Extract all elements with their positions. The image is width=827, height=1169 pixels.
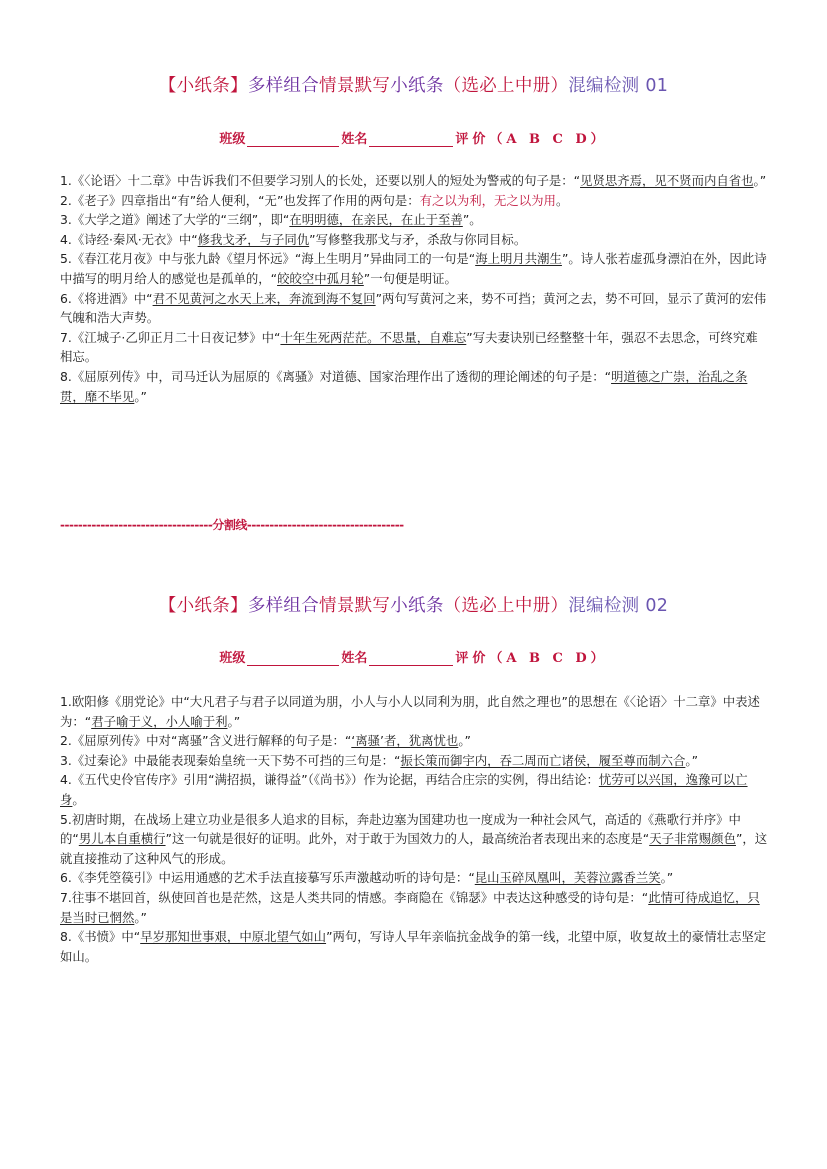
question-item: 6.《李凭箜篌引》中运用通感的艺术手法直接摹写乐声激越动听的诗句是：“昆山玉碎凤凰叫，芙蓉泣露香兰笑。”	[60, 870, 674, 886]
name-blank[interactable]	[369, 132, 453, 147]
sheet-title	[0, 592, 827, 617]
answer-text: 十年生死两茫茫。不思量，自难忘	[280, 329, 467, 345]
title-bracket-close: 】	[230, 76, 248, 96]
title-bracket-open: 【	[158, 76, 177, 96]
question-item: 4.《诗经·秦风·无衣》中“修我戈矛，与子同仇”写修整我那戈与矛，杀敌与你同目标。	[60, 231, 527, 247]
title-bracket-open: 【	[158, 596, 177, 616]
answer-text: 男儿本自重横行	[78, 831, 166, 847]
question-item: 5.《春江花月夜》中与张九龄《望月怀远》“海上生明月”异曲同工的一句是“海上明月共潮生”。诗人张若虚孤身漂泊在外，因此诗中描写的明月给人的感觉也是孤单的，“皎皎空中孤月轮”一句便是明证。	[60, 251, 767, 286]
answer-text: 君子喻于义，小人喻于利	[91, 713, 228, 729]
question-list	[60, 171, 770, 406]
answer-text: 昆山玉碎凤凰叫，芙蓉泣露香兰笑	[474, 870, 661, 886]
grade-label: 评价（A B C D）	[455, 132, 608, 147]
answer-text: 在明明德，在亲民，在止于至善	[289, 212, 463, 228]
class-label: 班级	[219, 132, 246, 147]
question-item: 6.《将进酒》中“君不见黄河之水天上来，奔流到海不复回”两句写黄河之来，势不可挡；黄河之去，势不可回，显示了黄河的宏伟气魄和浩大声势。	[60, 290, 767, 326]
question-item: 7.《江城子·乙卯正月二十日夜记梦》中“十年生死两茫茫。不思量，自难忘”写夫妻诀别已经整整十年，强忍不去思念，可终究难相忘。	[60, 329, 758, 365]
answer-text: ‘离骚’者，犹离忧也	[351, 733, 459, 749]
divider-line: ----------------------------------分割线-----------------------------------	[60, 518, 404, 532]
answer-text: 早岁那知世事艰，中原北望气如山	[140, 929, 327, 945]
grade-label: 评价（A B C D）	[455, 651, 608, 666]
title-number: 01	[645, 76, 669, 96]
student-info-line	[0, 647, 827, 666]
student-info-line	[0, 128, 827, 147]
title-part1: 多样组合	[247, 76, 320, 96]
title-part4: （选必上中册）	[443, 76, 569, 96]
answer-text: 天子非常赐颜色	[649, 831, 736, 847]
question-item: 2.《屈原列传》中对“离骚”含义进行解释的句子是：“‘离骚’者，犹离忧也。”	[60, 733, 471, 749]
title-tag: 小纸条	[176, 596, 231, 616]
question-item: 4.《五代史伶官传序》引用“满招损，谦得益”（《尚书》）作为论据，再结合庄宗的实例，得出结论：忧劳可以兴国，逸豫可以亡身。	[60, 772, 748, 807]
question-item: 7.往事不堪回首，纵使回首也是茫然，这是人类共同的情感。李商隐在《锦瑟》中表达这种感受的诗句是：“此情可待成追忆，只是当时已惘然。”	[60, 889, 760, 925]
question-item: 2.《老子》四章指出“有”给人便利，“无”也发挥了作用的两句是：有之以为利，无之以为用。	[60, 192, 569, 208]
name-blank[interactable]	[369, 651, 453, 666]
title-part5: 混编检测	[568, 596, 640, 616]
title-part2: 情景默写	[319, 76, 391, 96]
title-part5: 混编检测	[568, 76, 640, 96]
question-item: 3.《过秦论》中最能表现秦始皇统一天下势不可挡的三句是：“振长策而御宇内，吞二周而亡诸侯，履至尊而制六合。”	[60, 752, 699, 768]
question-item: 8.《屈原列传》中，司马迁认为屈原的《离骚》对道德、国家治理作出了透彻的理论阐述的句子是：“明道德之广崇，治乱之条贯，靡不毕见。”	[60, 368, 748, 404]
answer-text: 见贤思齐焉，见不贤而内自省也	[580, 173, 754, 188]
sheet-title	[0, 72, 827, 97]
title-bracket-close: 】	[230, 596, 248, 616]
answer-text: 修我戈矛，与子同仇	[197, 231, 310, 247]
question-list	[60, 692, 770, 966]
class-blank[interactable]	[247, 651, 339, 666]
name-label: 姓名	[341, 651, 368, 666]
question-item: 5.初唐时期，在战场上建立功业是很多人追求的目标，奔赴边塞为国建功也一度成为一种社会风气，高适的《燕歌行并序》中的“男儿本自重横行”这一句就是很好的证明。此外，对于敢于为国效力的人，最高统治者表现出来的态度是“天子非常赐颜色”，这就直接推动了这种风气的形成。	[60, 811, 768, 866]
answer-text: 君不见黄河之水天上来，奔流到海不复回	[152, 290, 376, 306]
question-item: 3.《大学之道》阐述了大学的“三纲”，即“在明明德，在亲民，在止于至善”。	[60, 212, 482, 228]
answer-text: 忧劳可以兴国，逸豫可以亡身	[60, 772, 748, 807]
question-item: 1.《〈论语〉十二章》中告诉我们不但要学习别人的长处，还要以别人的短处为警戒的句子是：“见贤思齐焉，见不贤而内自省也。”	[60, 173, 767, 188]
question-item: 8.《书愤》中“早岁那知世事艰，中原北望气如山”两句，写诗人早年亲临抗金战争的第一线，北望中原，收复故土的豪情壮志坚定如山。	[60, 929, 767, 964]
title-number: 02	[645, 596, 669, 616]
title-part3: 小纸条	[390, 76, 444, 96]
answer-text: 海上明月共潮生	[475, 251, 562, 267]
answer-text: 皎皎空中孤月轮	[277, 270, 364, 286]
class-label: 班级	[219, 651, 246, 666]
title-part2: 情景默写	[319, 596, 391, 616]
question-item: 1.欧阳修《朋党论》中“大凡君子与君子以同道为朋，小人与小人以同利为朋，此自然之理也”的思想在《〈论语〉十二章》中表述为：“君子喻于义，小人喻于利。”	[60, 694, 760, 729]
answer-text: 振长策而御宇内，吞二周而亡诸侯，履至尊而制六合	[400, 752, 686, 768]
title-tag: 小纸条	[176, 76, 231, 96]
answer-text: 有之以为利，无之以为用	[419, 192, 556, 208]
answer-text: 此情可待成追忆，只是当时已惘然	[60, 889, 760, 925]
answer-text: 明道德之广崇，治乱之条贯，靡不毕见	[60, 368, 748, 404]
class-blank[interactable]	[247, 132, 339, 147]
name-label: 姓名	[341, 132, 368, 147]
title-part1: 多样组合	[247, 596, 320, 616]
title-part4: （选必上中册）	[443, 596, 569, 616]
title-part3: 小纸条	[390, 596, 444, 616]
